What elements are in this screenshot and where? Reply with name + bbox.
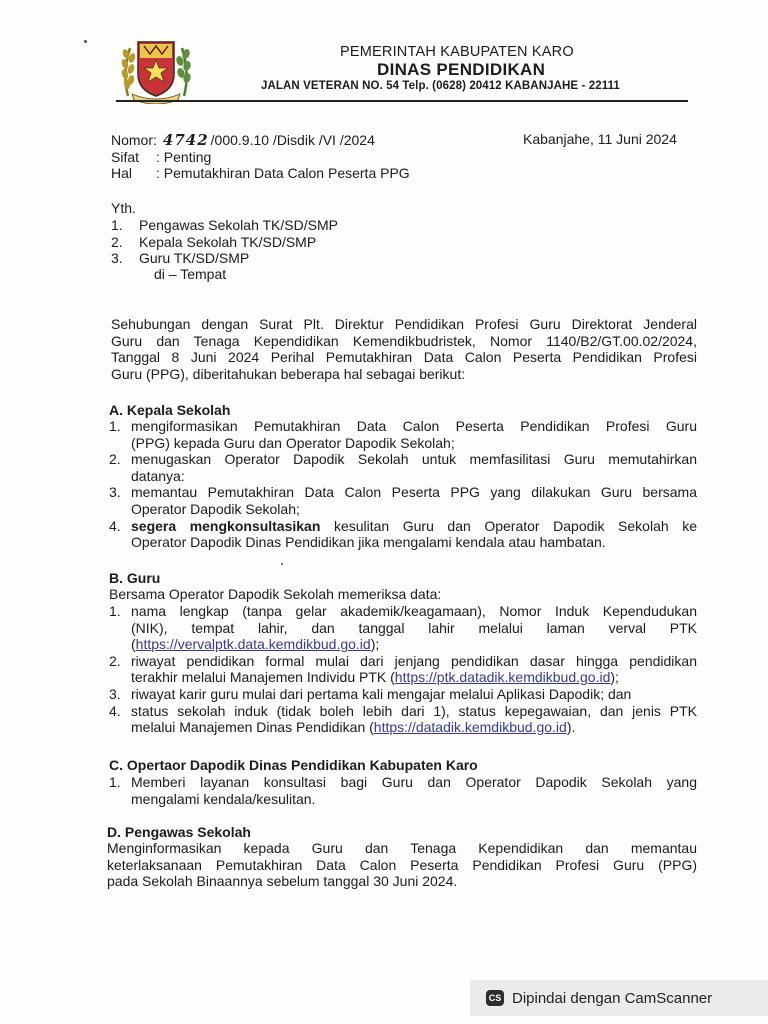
list-item: 1. Pengawas Sekolah TK/SD/SMP [111,217,338,233]
letterhead-agency: DINAS PENDIDIKAN [377,60,546,79]
list-item: 2. menugaskan Operator Dapodik Sekolah untuk memfasilitasi Guru memutahirkan datanya: [109,451,697,484]
letterhead-rule [116,100,688,102]
place-date: Kabanjahe, 11 Juni 2024 [523,131,677,147]
verval-ptk-link[interactable]: https://vervalptk.data.kemdikbud.go.id [135,636,371,653]
list-item: 3. riwayat karir guru mulai dari pertama kali mengajar melalui Aplikasi Dapodik; dan [109,685,632,702]
list-item: 2. Kepala Sekolah TK/SD/SMP [111,233,317,250]
section-b-title: B. Guru [109,570,161,586]
ptk-datadik-link[interactable]: https://ptk.datadik.kemdikbud.go.id [394,669,611,686]
section-c-title: C. Opertaor Dapodik Dinas Pendidikan Kabupaten Karo [109,757,478,773]
list-item: 4. segera mengkonsultasikan kesulitan Guru dan Operator Dapodik Sekolah ke Operator Dapodik Dinas Pendidikan jika mengalami kendala atau hambatan. [109,517,697,551]
section-d-title: D. Pengawas Sekolah [107,824,251,840]
section-b-list [109,603,697,736]
scan-speck [84,40,87,43]
section-a-title: A. Kepala Sekolah [109,402,231,418]
list-item: 3. Guru TK/SD/SMP [111,250,250,267]
section-c-list [109,774,697,807]
scan-speck [281,563,283,565]
intro-paragraph: Sehubungan dengan Surat Plt. Direktur Pendidikan Profesi Guru Direktorat Jenderal Guru dan Tenaga Kependidikan Kemendikbudristek, Nomor 1140/B2/GT.00.02/2024, Tanggal 8 Juni 2024 Perihal Pemutakhiran Data Calon Peserta Pendidikan Profesi Guru (PPG), diberitahukan beberapa hal sebagai berikut: [111,316,697,382]
recipient-list [111,217,338,267]
karo-regency-emblem-icon [118,34,194,104]
hal-label: Hal [111,165,133,181]
sifat-label: Sifat [111,149,140,165]
sifat-value: : Penting [156,149,212,165]
nomor-handwritten: 4742 [162,131,209,149]
letterhead-address: JALAN VETERAN NO. 54 Telp. (0628) 20412 KABANJAHE - 22111 [261,80,620,92]
list-item: 1. mengiformasikan Pemutakhiran Data Calon Peserta Pendidikan Profesi Guru (PPG) kepada Guru dan Operator Dapodik Sekolah; [109,418,697,451]
list-item: 1. Memberi layanan konsultasi bagi Guru dan Operator Dapodik Sekolah yang mengalami kendala/kesulitan. [109,774,697,807]
list-item: 2. riwayat pendidikan formal mulai dari jenjang pendidikan dasar hingga pendidikan terakhir melalui Manajemen Individu PTK (https://ptk.datadik.kemdikbud.go.id); [109,652,697,686]
nomor-label: Nomor: [111,132,157,148]
camscanner-text: Dipindai dengan CamScanner [512,989,713,1007]
section-b-intro: Bersama Operator Dapodik Sekolah memeriksa data: [109,586,442,602]
section-a-list [109,418,697,551]
camscanner-watermark [470,980,768,1016]
list-item: 3. memantau Pemutakhiran Data Calon Peserta PPG yang dilakukan Guru bersama Operator Dapodik Sekolah; [109,484,697,517]
recipient-location: di – Tempat [154,266,227,282]
nomor-rest: /000.9.10 /Disdik /VI /2024 [210,132,375,148]
letter-number [111,132,375,149]
letterhead-government: PEMERINTAH KABUPATEN KARO [340,44,574,60]
list-item: 1. nama lengkap (tanpa gelar akademik/keagamaan), Nomor Induk Kependudukan (NIK), tempat lahir, dan tanggal lahir melalui laman verval PTK (https://vervalptk.data.kemdikbud.go.id); [109,603,697,653]
camscanner-icon: CS [486,990,504,1006]
datadik-link[interactable]: https://datadik.kemdikbud.go.id [373,719,567,736]
hal-value: : Pemutakhiran Data Calon Peserta PPG [156,165,410,181]
section-d-paragraph: Menginformasikan kepada Guru dan Tenaga Kependidikan dan memantau keterlaksanaan Pemutakhiran Data Calon Peserta Pendidikan Profesi Guru (PPG) pada Sekolah Binaannya sebelum tanggal 30 Juni 2024. [107,840,697,890]
list-item: 4. status sekolah induk (tidak boleh lebih dari 1), status kepegawaian, dan jenis PTK melalui Manajemen Dinas Pendidikan (https://datadik.kemdikbud.go.id). [109,702,697,736]
yth-label: Yth. [111,200,136,216]
